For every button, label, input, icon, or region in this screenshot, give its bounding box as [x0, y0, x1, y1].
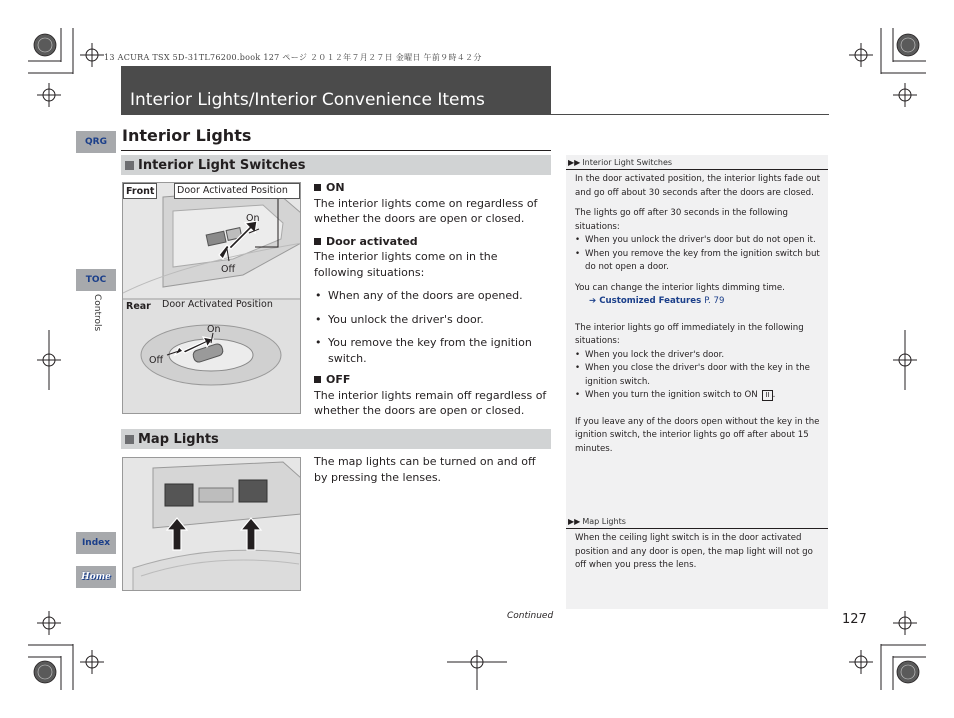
section-rule — [121, 150, 551, 151]
front-on-label: On — [246, 213, 260, 224]
square-bullet-icon — [314, 376, 321, 383]
qrg-tab[interactable]: QRG — [76, 131, 116, 153]
index-tab[interactable]: Index — [76, 532, 116, 554]
front-callout: Door Activated Position — [177, 185, 288, 196]
chapter-banner — [121, 66, 551, 114]
ignition-position-ii-icon: II — [762, 390, 772, 401]
list-item: • When you turn the ignition switch to ON II . — [575, 389, 821, 403]
home-tab[interactable]: Home — [76, 566, 116, 588]
reference-arrow-icon: ▶▶ — [568, 157, 581, 167]
front-off-label: Off — [221, 264, 236, 275]
continued-label: Continued — [507, 611, 554, 621]
page-number: 127 — [842, 612, 867, 627]
list-item: • When you lock the driver's door. — [575, 349, 821, 363]
on-term: ON — [314, 180, 550, 196]
square-bullet-icon — [314, 184, 321, 191]
note-body-map-lights: When the ceiling light switch is in the door activated position and any door is open, the map light will not go off when you press the lens. — [575, 533, 813, 570]
switches-illustration — [122, 182, 301, 414]
rear-callout: Door Activated Position — [162, 299, 273, 310]
list-item: • When you remove the key from the ignition switch but do not open a door. — [575, 248, 821, 275]
customized-features-link[interactable]: ➔ Customized Features P. 79 — [589, 296, 725, 306]
door-activated-term: Door activated — [314, 234, 550, 250]
list-item: • You unlock the driver's door. — [314, 312, 550, 328]
link-arrow-icon: ➔ — [589, 296, 600, 306]
reference-arrow-icon: ▶▶ — [568, 516, 581, 526]
note-heading-switches: ▶▶ Interior Light Switches — [566, 155, 828, 170]
square-bullet-icon — [125, 435, 134, 444]
notes-panel — [566, 155, 828, 609]
list-item: • You remove the key from the ignition switch. — [314, 335, 550, 366]
note-body-switches: In the door activated position, the interior lights fade out and go off about 30 seconds after the doors are closed. The lights go off after 30 seconds in the following situations: • When you unlock the driver's door but do not open it. • When you remove the key from the ignition switch but do not open a door. You can change the interior lights dimming time. ➔ Customized Features P. 79 The interior lights go off immediately in the following situations: • When you lock the driver's door. • When you close the driver's door with the key in the ignition switch. • When you turn the ignition switch to ON II . If you leave any of the doors open without the key in the ignition switch, the interior lights go off after about 15 minutes. — [575, 173, 821, 456]
off-term: OFF — [314, 372, 550, 388]
list-item: • When any of the doors are opened. — [314, 288, 550, 304]
subheading-map-lights: Map Lights — [121, 429, 551, 449]
map-text: The map lights can be turned on and off by pressing the lenses. — [314, 455, 536, 484]
banner-rule — [121, 114, 829, 115]
map-lights-illustration — [122, 457, 301, 591]
rear-label: Rear — [126, 301, 151, 312]
print-header: 13 ACURA TSX 5D-31TL76200.book 127 ページ ２０１２年７月２７日 金曜日 午前９時４２分 — [104, 53, 482, 62]
note-heading-map-lights: ▶▶ Map Lights — [566, 514, 828, 529]
front-label: Front — [126, 186, 155, 197]
chapter-side-label: Controls — [92, 294, 102, 332]
square-bullet-icon — [314, 238, 321, 245]
off-text: The interior lights remain off regardless of whether the doors are open or closed. — [314, 388, 547, 417]
list-item: • When you unlock the driver's door but do not open it. — [575, 234, 821, 248]
door-activated-text: The interior lights come on in the following situations: — [314, 250, 498, 279]
section-title: Interior Lights — [122, 126, 252, 145]
toc-tab[interactable]: TOC — [76, 269, 116, 291]
chapter-title: Interior Lights/Interior Convenience Items — [130, 90, 485, 110]
list-item: • When you close the driver's door with the key in the ignition switch. — [575, 362, 821, 389]
subheading-switches: Interior Light Switches — [121, 155, 551, 175]
rear-off-label: Off — [149, 355, 164, 366]
map-lights-description — [314, 454, 550, 485]
rear-on-label: On — [207, 324, 221, 335]
switch-descriptions — [314, 180, 550, 419]
square-bullet-icon — [125, 161, 134, 170]
on-text: The interior lights come on regardless of whether the doors are open or closed. — [314, 196, 538, 225]
